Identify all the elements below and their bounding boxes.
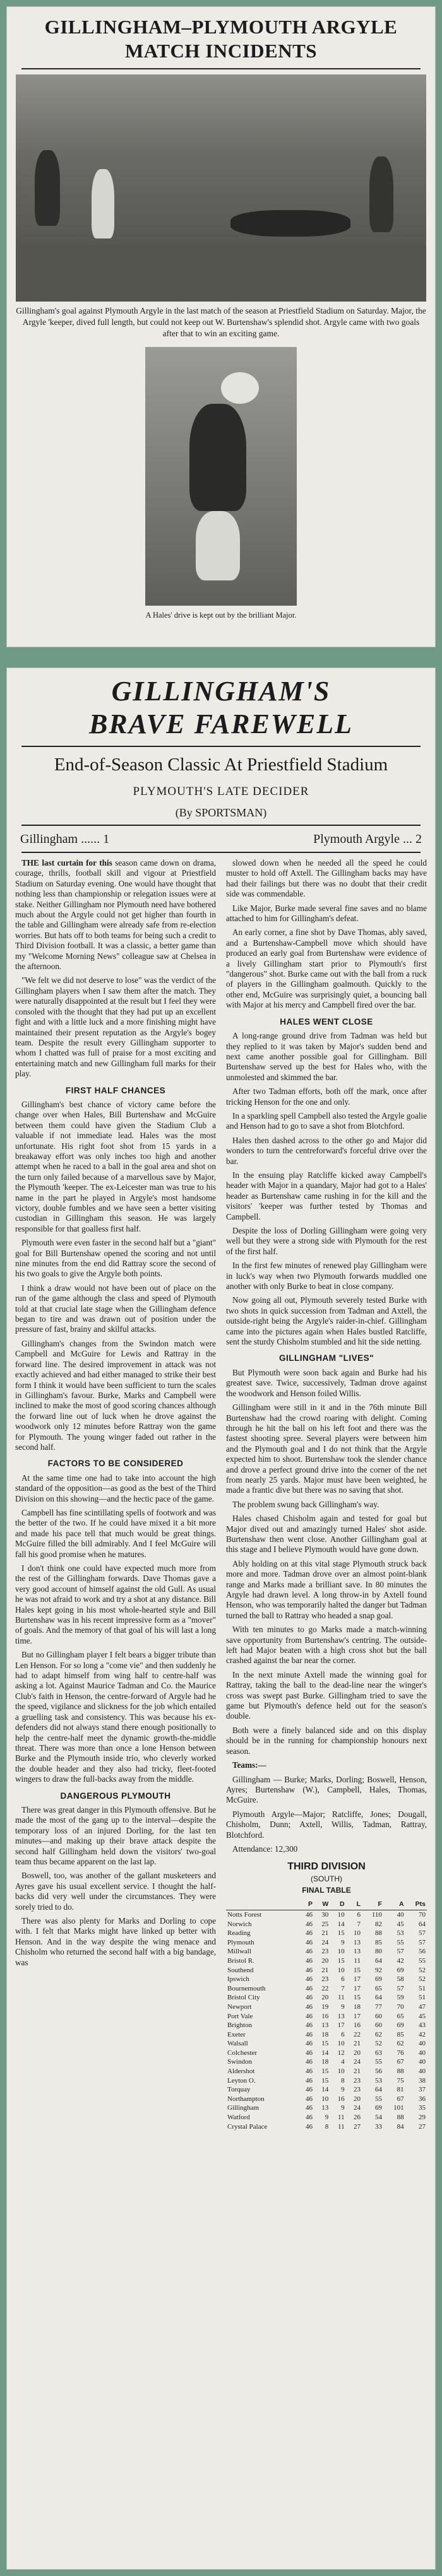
table-cell: 42 (419, 2030, 426, 2038)
table-row (226, 1920, 427, 1929)
table-cell: 53 (374, 2076, 382, 2085)
table-row (226, 2076, 427, 2086)
table-cell: 6 (341, 2030, 345, 2038)
article-paragraph: Plymouth were even faster in the second half but a "giant" goal for Bill Burtenshaw opened the scoring and not until nine minutes from the end did Rattray score the second of his two goals to give the Argyle both points. (15, 1238, 216, 1279)
table-cell: 88 (397, 2067, 404, 2076)
table-cell: 14 (321, 2086, 329, 2094)
table-cell: 69 (397, 2021, 404, 2030)
table-cell: Plymouth (227, 1938, 254, 1946)
paragraph-lead: THE last curtain for this (21, 858, 112, 867)
article-paragraph: Gillingham were still in it and in the 76th minute Bill Burtenshaw had the crowd roaring with delight. Coming through he hit the ball on his left foot and there was the fastest shooting spree. Several players were between him and the Plymouth goal and I do not think that the Argyle expected him to shoot. Burtenshaw took the slender chance and drove a perfect ground drive into the corner of the net from nearly 25 yards. Major must have been weighted, he made a frantic dive but there was no saving that shot. (226, 1403, 427, 1495)
table-cell: 46 (305, 2021, 313, 2030)
table-cell: 16 (337, 2095, 345, 2103)
table-cell: 46 (305, 1929, 313, 1938)
table-cell: 101 (393, 2104, 404, 2112)
article-paragraph: An early corner, a fine shot by Dave Thomas, ably saved, and a Burtenshaw-Campbell move which should have produced an early goal from Burtenshaw were evidence of a lively Gillingham start prior to Plymouth's first "dangerous" shot. Burke came out with the ball from a ruck of players in the Gillingham goalmouth. Quickly to the other end, McGuire was surprisingly quiet, a bouncing ball with Major at his mercy and Campbell fired over the bar. (226, 927, 427, 1010)
table-cell: Southend (227, 1966, 254, 1974)
section-heading: FACTORS TO BE CONSIDERED (47, 1459, 184, 1469)
article-paragraph: Hales chased Chisholm again and tested for goal but Major dived out and amazingly turned Hales' shot aside. Burtenshaw then went close. Another Gillingham goal at this stage and I believe Plymouth would have gone down. (226, 1514, 427, 1555)
table-cell: Torquay (227, 2086, 251, 2094)
table-row (226, 1966, 427, 1975)
table-cell: 12 (337, 2049, 345, 2057)
table-row (226, 1938, 427, 1948)
article-paragraph (226, 1760, 427, 1770)
table-cell: Northampton (227, 2095, 265, 2103)
photo-caption-goal: Gillingham's goal against Plymouth Argyle in the last match of the season at Priestfield Stadium on Saturday. Major, the Argyle 'keeper, dived full length, but could not keep out W. Burtenshaw's splendid shot. Argyle came with two goals after that to win an exciting game. (16, 306, 426, 338)
table-cell: 88 (397, 2114, 404, 2122)
article-paragraph: Despite the loss of Dorling Gillingham were going very well but they were a strong side with Plymouth for the rest of the first half. (226, 1226, 427, 1256)
section-heading: DANGEROUS PLYMOUTH (60, 1791, 171, 1801)
table-cell: 24 (353, 2104, 361, 2112)
table-header-cell: F (362, 1898, 383, 1910)
article-paragraph: In the first few minutes of renewed play Gillingham were in luck's way when two Plymouth forwards muddled one another with only Burke to beat in close company. (226, 1261, 427, 1291)
table-cell: 56 (374, 2067, 382, 2076)
table-cell: 60 (374, 2012, 382, 2020)
table-cell: 7 (341, 1984, 345, 1992)
table-cell: 63 (374, 2049, 382, 2057)
score-home: Gillingham ...... 1 (20, 832, 110, 846)
article-paragraph: THE last curtain for this season came down on drama, courage, thrills, football skill and vigour at Priestfield Stadium on Saturday evening. One would have thought that nothing less than championship or relegation issues were at stake. Neither Gillingham nor Plymouth need have bothered much about the Argyle could not get higher than fourth in the table and Gillingham were already safe from re-election worries. But hats off to both teams for being such a credit to Third Division football. It was a classic, a better game than my "Welcome Morning News" colleague saw at Chelsea in the afternoon. (15, 858, 216, 972)
table-cell: 46 (305, 2049, 313, 2057)
table-row (226, 1910, 427, 1919)
article-column-left (15, 858, 216, 2131)
photo-caption-save: A Hales' drive is kept out by the brilliant Major. (145, 611, 297, 620)
table-cell: 40 (419, 2040, 426, 2048)
table-cell: 76 (397, 2049, 404, 2057)
article-paragraph: Like Major, Burke made several fine saves and no blame attached to him for Gillingham's defeat. (226, 903, 427, 924)
table-body (226, 1910, 427, 2131)
table-cell: 13 (337, 2012, 345, 2020)
table-header-cell: A (383, 1898, 405, 1910)
table-cell: 59 (397, 1994, 404, 2002)
table-row (226, 2085, 427, 2095)
table-cell: 17 (353, 1984, 361, 1992)
table-cell: 11 (338, 2114, 345, 2122)
table-cell: 23 (321, 1948, 329, 1956)
table-cell: 18 (321, 2058, 329, 2066)
table-cell: 52 (419, 1966, 426, 1974)
table-cell: 21 (353, 2067, 361, 2076)
table-cell: 58 (397, 1975, 404, 1984)
subheadline: End-of-Season Classic At Priestfield Stadium (54, 755, 388, 775)
article-paragraph: Hales then dashed across to the other go and Major did wonders to turn the centreforward's forceful drive over the bar. (226, 1135, 427, 1166)
table-cell: 18 (321, 2030, 329, 2038)
table-row (226, 2003, 427, 2012)
table-cell: 46 (305, 2104, 313, 2112)
table-cell: 64 (419, 1920, 426, 1928)
table-cell: 30 (321, 1910, 329, 1919)
table-cell: Gillingham (227, 2104, 260, 2112)
table-cell: Newport (227, 2003, 252, 2011)
table-cell: 20 (321, 1956, 329, 1965)
table-cell: 67 (397, 2058, 404, 2066)
article-paragraph: But no Gillingham player I felt bears a bigger tribute than Len Henson. For so long a "come vie" and then suddenly he had to adapt himself from wing half to centre-half was asking a lot. Against Maurice Tadman and Co. the Maurice Club's faith in Henson, the centre-forward of Argyle had he the speed, vigilance and slickness for the job which entailed a gruelling task and consistency. This was because his ex-defenders did not always stand there enough positionally to help the centre-half meet the dynamic growth-the-middle threat. There was more than once a lone Henson between Burke and the Plymouth inside trio, who cleverly worked the double header and they also had tricky, fleet-footed wingers to draw the full-backs away from the middle. (15, 1650, 216, 1784)
table-cell: 56 (419, 1948, 426, 1956)
table-cell: 80 (374, 1948, 382, 1956)
table-cell: 62 (374, 2030, 382, 2038)
divider (21, 852, 421, 853)
table-row (226, 2113, 427, 2122)
table-cell: 10 (337, 1948, 345, 1956)
table-cell: 21 (321, 1966, 329, 1974)
table-cell: Port Vale (227, 2012, 253, 2020)
table-cell: 53 (397, 1929, 404, 1938)
article-paragraph: There was great danger in this Plymouth offensive. But he made the most of the gang up to the interval—despite the temporary loss of an injured Dorling, for the last ten minutes—and making up their brave attack despite the second half Gillingham held down the visitors' two-goal team thus became apparent on the last lap. (15, 1804, 216, 1866)
table-cell: Aldershot (227, 2067, 255, 2076)
table-cell: 15 (321, 2067, 329, 2076)
match-photo-save (145, 347, 297, 606)
table-caption: FINAL TABLE (302, 1886, 351, 1895)
article-paragraph: Boswell, too, was another of the gallant musketeers and Ayres gave his usual excellent service. I thought the half-backs did very well under the circumstances. They were sorely tried to do. (15, 1871, 216, 1912)
article-paragraph: The problem swung back Gillingham's way. (232, 1499, 379, 1509)
table-cell: 46 (305, 1938, 313, 1946)
table-cell: 38 (419, 2076, 426, 2085)
score-away: Plymouth Argyle ... 2 (313, 832, 422, 846)
table-row (226, 2103, 427, 2113)
table-cell: Reading (227, 1929, 251, 1938)
article-paragraph: Both were a finely balanced side and on this display should be in the running for championship honours next season. (226, 1725, 427, 1756)
table-cell: 46 (305, 2058, 313, 2066)
table-cell: 10 (337, 1910, 345, 1919)
table-cell: Crystal Palace (227, 2122, 268, 2131)
table-row (226, 2049, 427, 2058)
article-column-right (226, 858, 427, 2131)
table-cell: 46 (305, 1994, 313, 2002)
divider (21, 825, 421, 826)
table-cell: 85 (374, 1938, 382, 1946)
article-paragraph: There was also plenty for Marks and Dorling to cope with. I felt that Marks might have linked up better with Henson. And in the way despite the wing menace and Chisholm who returned the second half with a big bandage, was (15, 1916, 216, 1967)
table-cell: 55 (374, 2095, 382, 2103)
article-paragraph: Gillingham — Burke; Marks, Dorling; Boswell, Henson, Ayres; Burtenshaw (W.), Campbell, Hales, Thomas, McGuire. (226, 1774, 427, 1805)
table-cell: 92 (374, 1966, 382, 1974)
table-cell: 40 (419, 2058, 426, 2066)
table-cell: Millwall (227, 1948, 251, 1956)
section-heading: GILLINGHAM "LIVES" (278, 1353, 374, 1363)
table-cell: 75 (397, 2076, 404, 2085)
headline-match-incidents: GILLINGHAM–PLYMOUTH ARGYLE MATCH INCIDENTS (44, 16, 398, 62)
table-cell: 14 (337, 1920, 345, 1928)
table-cell: 9 (341, 2003, 345, 2011)
table-header-cell (226, 1898, 298, 1910)
table-cell: 15 (353, 1966, 361, 1974)
table-row (226, 2021, 427, 2030)
table-row (226, 1975, 427, 1984)
article-paragraph: Gillingham's best chance of victory came before the change over when Hales, Bill Burtenshaw and McGuire between them could have given the Stadium Club a valuable if not immediate lead. Hales was the most unfortunate. His right foot shot from 15 yards in a breakaway effort was only inches too high and another attempt when he raced to a ball in the goal area and shot on the turn only failed because of a marvellous save by Major, the Plymouth 'keeper. The ex-Leicester man was true to his name in the part he played in Argyle's most handsome victory, double fumbles and we have seen a better visiting custodian in Gillingham this season. He was largely responsible for that goalless first half. (15, 1099, 216, 1233)
article-paragraph: In the ensuing play Ratcliffe kicked away Campbell's header with Major in a quandary, Major had got to a Hales' header as Burtenshaw came rushing in for the kill and the visitors' 'keeper was further tested by Thomas and Campbell. (226, 1170, 427, 1221)
table-cell: 10 (337, 1966, 345, 1974)
table-cell: 51 (419, 1994, 426, 2002)
table-cell: 21 (353, 2040, 361, 2048)
league-table (226, 1898, 427, 2132)
table-cell: 55 (397, 1938, 404, 1946)
table-cell: 55 (419, 1956, 426, 1965)
table-cell: 46 (305, 2114, 313, 2122)
table-cell: 14 (321, 2049, 329, 2057)
article-paragraph: Now going all out, Plymouth severely tested Burke with two shots in quick succession from Tadman and Axtell, the outside-right being the Argyle's raider-in-chief. Gillingham came into the pictures again when Hales bustled Ratcliffe, sent the sturdy Chisholm stumbled and hit the side netting. (226, 1295, 427, 1347)
table-cell: 22 (321, 1984, 329, 1992)
article-paragraph: Attendance: 12,300 (232, 1844, 298, 1854)
table-cell: 46 (305, 2030, 313, 2038)
table-cell: 46 (305, 2086, 313, 2094)
table-cell: 43 (419, 2021, 426, 2030)
table-cell: 46 (305, 1948, 313, 1956)
table-cell: 46 (305, 2003, 313, 2011)
table-cell: 16 (321, 2012, 329, 2020)
table-cell: 10 (353, 1929, 361, 1938)
table-cell: Ipswich (227, 1975, 249, 1984)
table-cell: 23 (353, 2086, 361, 2094)
table-cell: 46 (305, 2122, 313, 2131)
table-cell: 46 (305, 1966, 313, 1974)
table-cell: 35 (419, 2104, 426, 2112)
article-paragraph: Campbell has fine scintillating spells of footwork and was the better of the two. If he could have mixed it a bit more and made his pace tell that much would be great things. McGuire filled the bill admirably. And I feel McGuire will fall his good promise when he matures. (15, 1507, 216, 1559)
table-header-row (226, 1898, 427, 1910)
table-cell: 52 (419, 1975, 426, 1984)
table-cell: 64 (374, 1956, 382, 1965)
table-cell: 77 (374, 2003, 382, 2011)
table-cell: 11 (338, 1994, 345, 2002)
section-heading: FIRST HALF CHANCES (65, 1085, 166, 1095)
scoreline (20, 832, 422, 847)
table-cell: Notts Forest (227, 1910, 262, 1919)
table-header-cell: P (298, 1898, 314, 1910)
table-row (226, 1929, 427, 1938)
table-cell: 40 (419, 2067, 426, 2076)
table-cell: 20 (353, 2049, 361, 2057)
table-header-cell: D (330, 1898, 345, 1910)
table-cell: 60 (374, 2021, 382, 2030)
table-cell: 62 (397, 2040, 404, 2048)
table-cell: Bournemouth (227, 1984, 266, 1992)
table-cell: 10 (321, 2095, 329, 2103)
table-cell: Norwich (227, 1920, 252, 1928)
headline-line-2: BRAVE FAREWELL (88, 709, 354, 739)
table-header-cell: L (346, 1898, 362, 1910)
table-cell: 69 (374, 1975, 382, 1984)
match-photo-goal (16, 74, 426, 302)
table-cell: 65 (374, 1984, 382, 1992)
table-cell: 57 (419, 1929, 426, 1938)
table-cell: 9 (341, 1938, 345, 1946)
table-cell: 10 (337, 2067, 345, 2076)
table-row (226, 2095, 427, 2104)
table-row (226, 2122, 427, 2132)
table-cell: 46 (305, 1920, 313, 1928)
table-cell: 81 (397, 2086, 404, 2094)
article-paragraph: I think a draw would not have been out of place on the run of the game although the class and speed of Plymouth told at that crucial late stage when the Gillingham defence began to tire and was drawn out of position under the pressure of fast, brainy and skilful attacks. (15, 1283, 216, 1334)
table-cell: 46 (305, 1975, 313, 1984)
article-paragraph: slowed down when he needed all the speed he could muster to hold off Axtell. The Gillingham backs may have had their failings but there was no doubt that their credit side was commendable. (226, 858, 427, 899)
table-cell: 51 (419, 1984, 426, 1992)
table-cell: 46 (305, 2095, 313, 2103)
table-cell: 15 (337, 1929, 345, 1938)
article-paragraph: In the next minute Axtell made the winning goal for Rattray, taking the ball to the dead-line near the winger's cross was swept past Burke. Gillingham tried to save the game but Plymouth's defence held out for the season's double. (226, 1669, 427, 1721)
table-cell: 46 (305, 1984, 313, 1992)
byline: (By SPORTSMAN) (175, 806, 267, 819)
table-cell: 46 (305, 1910, 313, 1919)
article-paragraph: Gillingham's changes from the Swindon match were Campbell and McGuire for Lewis and Rattray in the forward line. The desired improvement in attack was not exactly achieved and had either managed to strike their best form I think it would have been sufficient to turn the scales in Gillingham's favour. Burke, Marks and Campbell were inclined to make the most of good scoring chances although the forward line out of luck when he drove against the woodwork only 12 minutes before Rattray won the game for Plymouth. The young winger faded out rather in the second half. (15, 1338, 216, 1452)
divider (21, 68, 421, 69)
table-cell: 27 (419, 2122, 426, 2131)
table-cell: 33 (374, 2122, 382, 2131)
table-cell: 24 (321, 1938, 329, 1946)
table-cell: 13 (321, 2104, 329, 2112)
table-cell: 17 (337, 2021, 345, 2030)
table-cell: 15 (321, 2040, 329, 2048)
table-cell: Bristol R. (227, 1956, 254, 1965)
table-cell: 64 (374, 2086, 382, 2094)
article-paragraph: With ten minutes to go Marks made a match-winning save opportunity from Burtenshaw's centring. The outside-left had Major beaten with a high cross shot but the ball crashed against the bar near the corner. (226, 1625, 427, 1666)
table-row (226, 2039, 427, 2049)
table-cell: 19 (321, 2003, 329, 2011)
table-cell: 15 (321, 2076, 329, 2085)
article-paragraph: I don't think one could have expected much more from the rest of the Gillingham forwards. Dave Thomas gave a very good account of himself against the old Gull. As usual he was not afraid to work and try a shot at any distance. Bill Hales kept going in his most whole-hearted style and Bill Burtenshaw was in his recent impressive form as a "mover" of goals. And the memory of that goal of his will last a long time. (15, 1563, 216, 1645)
section-heading: HALES WENT CLOSE (280, 1016, 373, 1026)
table-cell: 85 (397, 2030, 404, 2038)
table-cell: 57 (419, 1938, 426, 1946)
table-title: THIRD DIVISION (287, 1861, 366, 1873)
table-cell: 69 (374, 2104, 382, 2112)
table-cell: 18 (353, 2003, 361, 2011)
table-cell: 64 (374, 1994, 382, 2002)
article-paragraph: After two Tadman efforts, both off the mark, once after tricking Henson for the one and only. (226, 1086, 427, 1107)
table-cell: 69 (397, 1966, 404, 1974)
table-cell: Watford (227, 2114, 250, 2122)
table-cell: 6 (357, 1910, 361, 1919)
table-row (226, 2067, 427, 2076)
table-cell: Walsall (227, 2040, 248, 2048)
table-cell: 13 (353, 1938, 361, 1946)
table-row (226, 1993, 427, 2003)
table-cell: 11 (338, 2122, 345, 2131)
table-cell: 46 (305, 2067, 313, 2076)
article-column-right-body (226, 858, 427, 1854)
table-cell: Swindon (227, 2058, 253, 2066)
table-cell: 57 (397, 1984, 404, 1992)
article-paragraph: "We felt we did not deserve to lose" was the verdict of the Gillingham players when I saw them after the match. They were naturally disappointed at the result but I feel they were consoled with the thought that they had put up an excellent fight and with a little luck and a more finishing might have maintained their present reputation as the Argyle's bogey team. Despite the result every Gillingham supporter to whom I chatted was full of praise for a most exciting and entertaining match and new Gillingham full marks for their play. (15, 975, 216, 1079)
table-cell: 9 (341, 2086, 345, 2094)
table-cell: 29 (419, 2114, 426, 2122)
table-cell: 84 (397, 2122, 404, 2131)
table-cell: 46 (305, 1956, 313, 1965)
table-row (226, 1947, 427, 1956)
table-cell: 7 (357, 1920, 361, 1928)
table-cell: 67 (397, 2095, 404, 2103)
article-paragraph: A long-range ground drive from Tadman was held but they replied to it was taken by Major's sudden bend and next came another possible goal for Gillingham. Bill Burtenshaw served up the best for Hales who, with the unmolested and skimmed the bar. (226, 1031, 427, 1082)
table-cell: 70 (419, 1910, 426, 1919)
table-cell: 17 (353, 2012, 361, 2020)
table-cell: 82 (374, 1920, 382, 1928)
table-cell: 46 (305, 2076, 313, 2085)
clipping-brave-farewell (6, 668, 436, 2570)
table-subtitle: (SOUTH) (311, 1874, 342, 1883)
article-paragraph: At the same time one had to take into account the high standard of the opposition—as good as the best of the Third Division on this showing—and the hectic pace of the game. (15, 1473, 216, 1503)
table-cell: 15 (337, 1956, 345, 1965)
article-paragraph: Ably holding on at this vital stage Plymouth struck back more and more. Tadman drove over an almost point-blank range and Marks made a brilliant save. In 80 minutes the Argyle had drawn level. A long throw-in by Axtell found Henson, who was temporarily halted the danger but Tadman turned the ball to Rattray who headed a snap goal. (226, 1558, 427, 1620)
table-cell: Bristol City (227, 1994, 260, 2002)
table-cell: 46 (305, 2012, 313, 2020)
table-cell: 45 (397, 1920, 404, 1928)
table-cell: 27 (353, 2122, 361, 2131)
table-cell: 42 (397, 1956, 404, 1965)
table-cell: 20 (321, 1994, 329, 2002)
table-row (226, 2012, 427, 2021)
table-cell: 17 (353, 1975, 361, 1984)
table-cell: 11 (354, 1956, 361, 1965)
table-cell: 10 (337, 2040, 345, 2048)
table-cell: 40 (419, 2049, 426, 2057)
table-cell: Colchester (227, 2049, 258, 2057)
article-columns (15, 858, 427, 2131)
table-cell: Exeter (227, 2030, 246, 2038)
table-cell: 47 (419, 2003, 426, 2011)
table-cell: 88 (374, 1929, 382, 1938)
table-cell: 36 (419, 2095, 426, 2103)
teams-label: Teams:— (232, 1760, 266, 1770)
table-cell: 6 (341, 1975, 345, 1984)
table-cell: 8 (341, 2076, 345, 2085)
table-cell: 4 (341, 2058, 345, 2066)
table-cell: 110 (371, 1910, 382, 1919)
table-cell: 23 (321, 1975, 329, 1984)
table-cell: 46 (305, 2040, 313, 2048)
table-cell: 9 (325, 2114, 329, 2122)
table-row (226, 2057, 427, 2067)
table-cell: 26 (353, 2114, 361, 2122)
article-paragraph: Plymouth Argyle—Major; Ratcliffe, Jones; Dougall, Chisholm, Dunn; Axtell, Willis, Tadman, Rattray, Blotchford. (226, 1809, 427, 1840)
table-header-cell: W (314, 1898, 330, 1910)
table-cell: 70 (397, 2003, 404, 2011)
table-cell: 40 (397, 1910, 404, 1919)
clipping-match-incidents (6, 6, 436, 647)
subheadline-late-decider: PLYMOUTH'S LATE DECIDER (133, 785, 309, 798)
table-cell: 16 (353, 2021, 361, 2030)
table-cell: 24 (353, 2058, 361, 2066)
article-paragraph: In a sparkling spell Campbell also tested the Argyle goalie and Henson had to go to save a shot from Blotchford. (226, 1110, 427, 1131)
table-row (226, 2030, 427, 2040)
table-cell: 8 (325, 2122, 329, 2131)
table-cell: 15 (353, 1994, 361, 2002)
table-cell: 13 (353, 1948, 361, 1956)
table-cell: 25 (321, 1920, 329, 1928)
table-cell: 23 (353, 2076, 361, 2085)
table-cell: 57 (397, 1948, 404, 1956)
headline-line-1: GILLINGHAM'S (111, 676, 331, 707)
table-cell: 45 (419, 2012, 426, 2020)
table-cell: 65 (397, 2012, 404, 2020)
table-cell: 21 (321, 1929, 329, 1938)
table-row (226, 1956, 427, 1966)
table-cell: 13 (321, 2021, 329, 2030)
table-row (226, 1984, 427, 1994)
table-cell: 20 (353, 2095, 361, 2103)
table-header-cell: Pts (405, 1898, 427, 1910)
table-cell: 54 (374, 2114, 382, 2122)
table-cell: 52 (374, 2040, 382, 2048)
table-cell: 55 (374, 2058, 382, 2066)
divider (21, 746, 421, 747)
table-cell: Leyton O. (227, 2076, 256, 2085)
table-cell: 37 (419, 2086, 426, 2094)
table-cell: 9 (341, 2104, 345, 2112)
article-paragraph: But Plymouth were soon back again and Burke had his greatest save. Twice, successively, Tadman drove against the woodwork and Henson foiled Willis. (226, 1367, 427, 1398)
table-cell: Brighton (227, 2021, 253, 2030)
table-cell: 22 (353, 2030, 361, 2038)
